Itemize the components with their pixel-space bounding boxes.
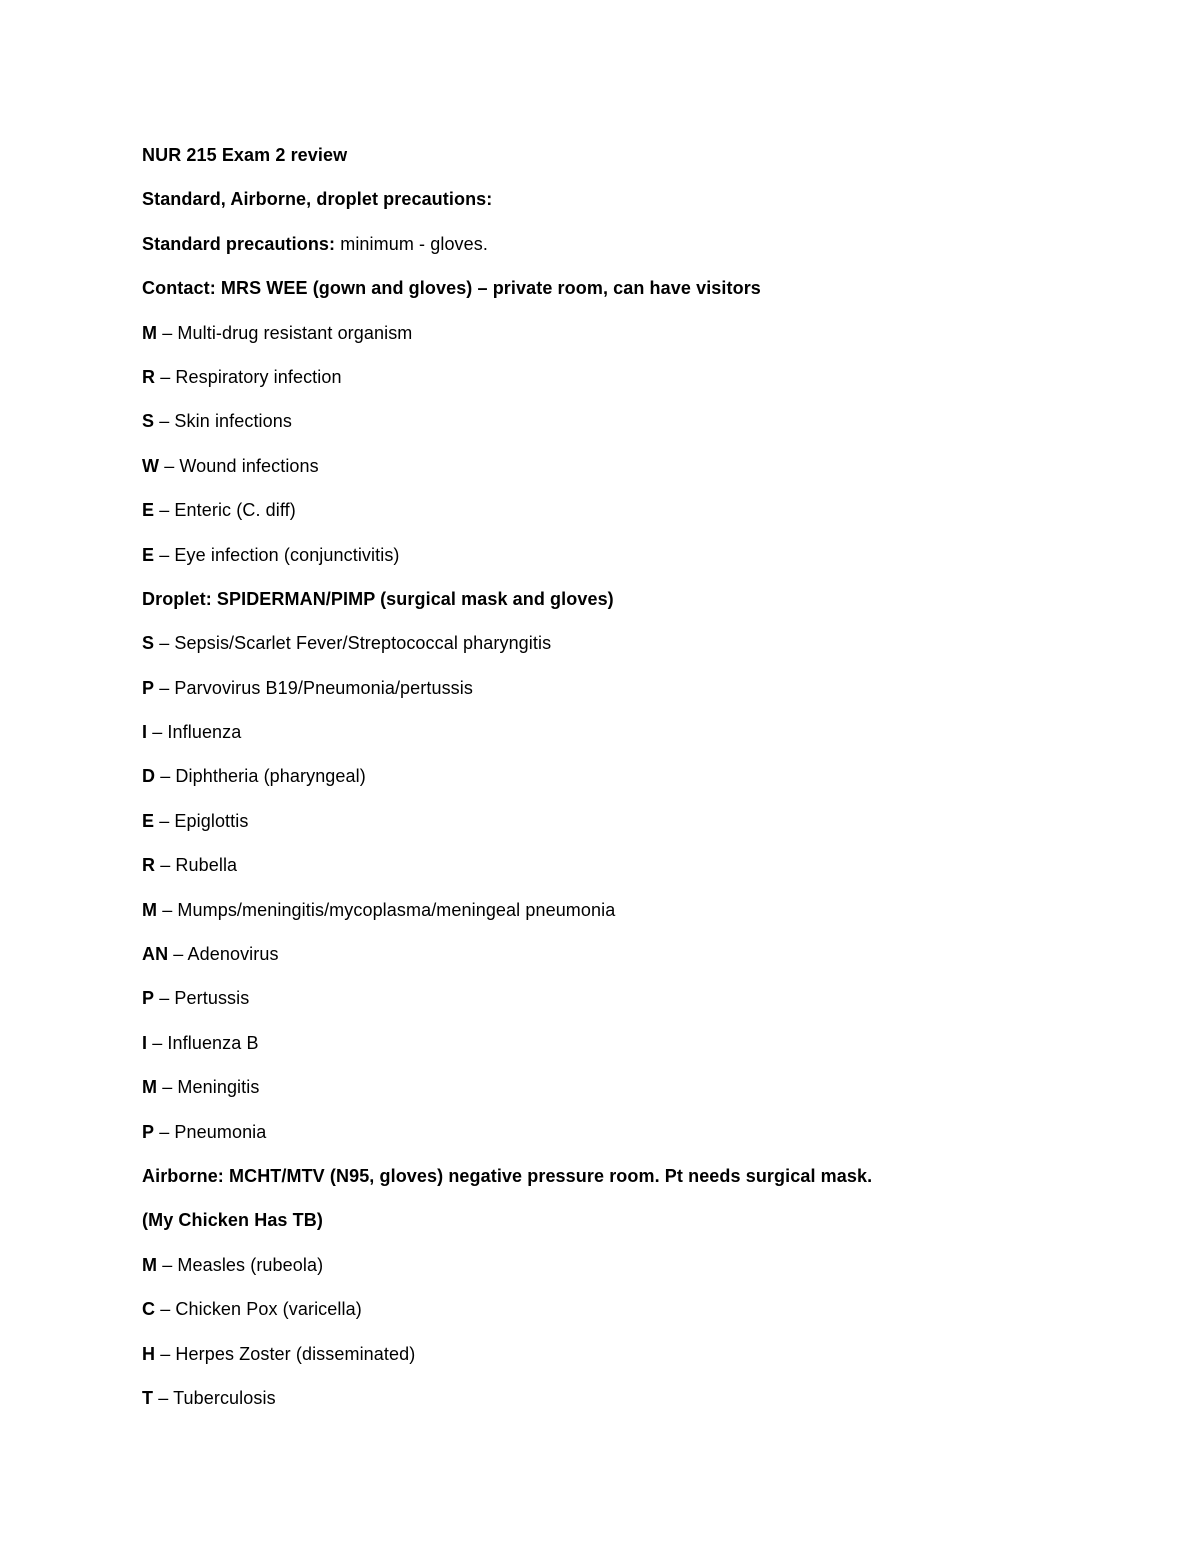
- droplet-item: [142, 898, 1142, 942]
- contact-item: [142, 498, 1142, 542]
- droplet-item: [142, 986, 1142, 1030]
- airborne-item: [142, 1386, 1142, 1430]
- droplet-item: [142, 942, 1142, 986]
- document-subtitle: Standard, Airborne, droplet precautions:: [142, 189, 493, 210]
- mnemonic-letter: C: [142, 1299, 156, 1320]
- mnemonic-letter: W: [142, 455, 160, 476]
- mnemonic-letter: S: [142, 633, 155, 654]
- document-body: [142, 143, 1142, 1430]
- contact-item: [142, 454, 1142, 498]
- document-title: NUR 215 Exam 2 review: [142, 145, 348, 165]
- mnemonic-letter: P: [142, 988, 155, 1009]
- airborne-item: [142, 1342, 1142, 1386]
- mnemonic-description: – Multi-drug resistant organism: [157, 322, 413, 343]
- mnemonic-description: – Influenza B: [147, 1032, 259, 1053]
- mnemonic-letter: T: [142, 1387, 154, 1408]
- droplet-heading: Droplet: SPIDERMAN/PIMP (surgical mask and gloves): [142, 588, 614, 609]
- mnemonic-description: – Skin infections: [154, 411, 292, 432]
- mnemonic-letter: H: [142, 1343, 156, 1364]
- mnemonic-description: – Rubella: [155, 855, 238, 876]
- mnemonic-description: – Tuberculosis: [153, 1387, 276, 1408]
- airborne-item: [142, 1253, 1142, 1297]
- droplet-item: [142, 809, 1142, 853]
- mnemonic-description: – Pertussis: [154, 988, 250, 1009]
- mnemonic-letter: AN: [142, 944, 169, 965]
- mnemonic-description: – Measles (rubeola): [157, 1254, 324, 1275]
- contact-item: [142, 409, 1142, 453]
- droplet-item: [142, 764, 1142, 808]
- droplet-item: [142, 720, 1142, 764]
- droplet-item: [142, 631, 1142, 675]
- mnemonic-description: – Chicken Pox (varicella): [155, 1299, 362, 1320]
- droplet-item: [142, 676, 1142, 720]
- mnemonic-letter: P: [142, 1121, 155, 1142]
- contact-item: [142, 543, 1142, 587]
- mnemonic-description: – Influenza: [147, 722, 242, 743]
- contact-item: [142, 321, 1142, 365]
- mnemonic-description: – Parvovirus B19/Pneumonia/pertussis: [154, 677, 473, 698]
- mnemonic-letter: M: [142, 1254, 158, 1275]
- standard-precautions-line: [142, 232, 1142, 276]
- contact-heading: Contact: MRS WEE (gown and gloves) – private room, can have visitors: [142, 278, 761, 299]
- mnemonic-letter: I: [142, 1032, 148, 1053]
- mnemonic-description: – Enteric (C. diff): [154, 500, 296, 521]
- mnemonic-description: – Mumps/meningitis/mycoplasma/meningeal pneumonia: [157, 899, 616, 920]
- mnemonic-letter: P: [142, 677, 155, 698]
- mnemonic-description: – Pneumonia: [154, 1121, 267, 1142]
- mnemonic-letter: E: [142, 810, 155, 831]
- contact-item: [142, 365, 1142, 409]
- airborne-item: [142, 1297, 1142, 1341]
- mnemonic-letter: M: [142, 322, 158, 343]
- mnemonic-description: – Meningitis: [157, 1077, 260, 1098]
- mnemonic-description: – Diphtheria (pharyngeal): [155, 766, 366, 787]
- airborne-heading: Airborne: MCHT/MTV (N95, gloves) negative pressure room. Pt needs surgical mask.: [142, 1165, 873, 1186]
- mnemonic-letter: M: [142, 1077, 158, 1098]
- airborne-mnemonic: (My Chicken Has TB): [142, 1210, 323, 1231]
- mnemonic-letter: R: [142, 855, 156, 876]
- mnemonic-letter: D: [142, 766, 156, 787]
- mnemonic-description: – Epiglottis: [154, 810, 249, 831]
- mnemonic-description: – Sepsis/Scarlet Fever/Streptococcal pharyngitis: [154, 633, 552, 654]
- mnemonic-letter: M: [142, 899, 158, 920]
- droplet-item: [142, 1120, 1142, 1164]
- mnemonic-letter: E: [142, 500, 155, 521]
- droplet-item: [142, 853, 1142, 897]
- mnemonic-description: – Respiratory infection: [155, 366, 342, 387]
- mnemonic-letter: E: [142, 544, 155, 565]
- mnemonic-description: – Adenovirus: [168, 944, 279, 965]
- standard-precautions-text: minimum - gloves.: [335, 233, 488, 254]
- mnemonic-description: – Wound infections: [159, 455, 319, 476]
- droplet-item: [142, 1075, 1142, 1119]
- mnemonic-description: – Herpes Zoster (disseminated): [155, 1343, 416, 1364]
- standard-precautions-label: Standard precautions:: [142, 233, 336, 254]
- mnemonic-description: – Eye infection (conjunctivitis): [154, 544, 400, 565]
- mnemonic-letter: S: [142, 411, 155, 432]
- mnemonic-letter: I: [142, 722, 148, 743]
- droplet-item: [142, 1031, 1142, 1075]
- mnemonic-letter: R: [142, 366, 156, 387]
